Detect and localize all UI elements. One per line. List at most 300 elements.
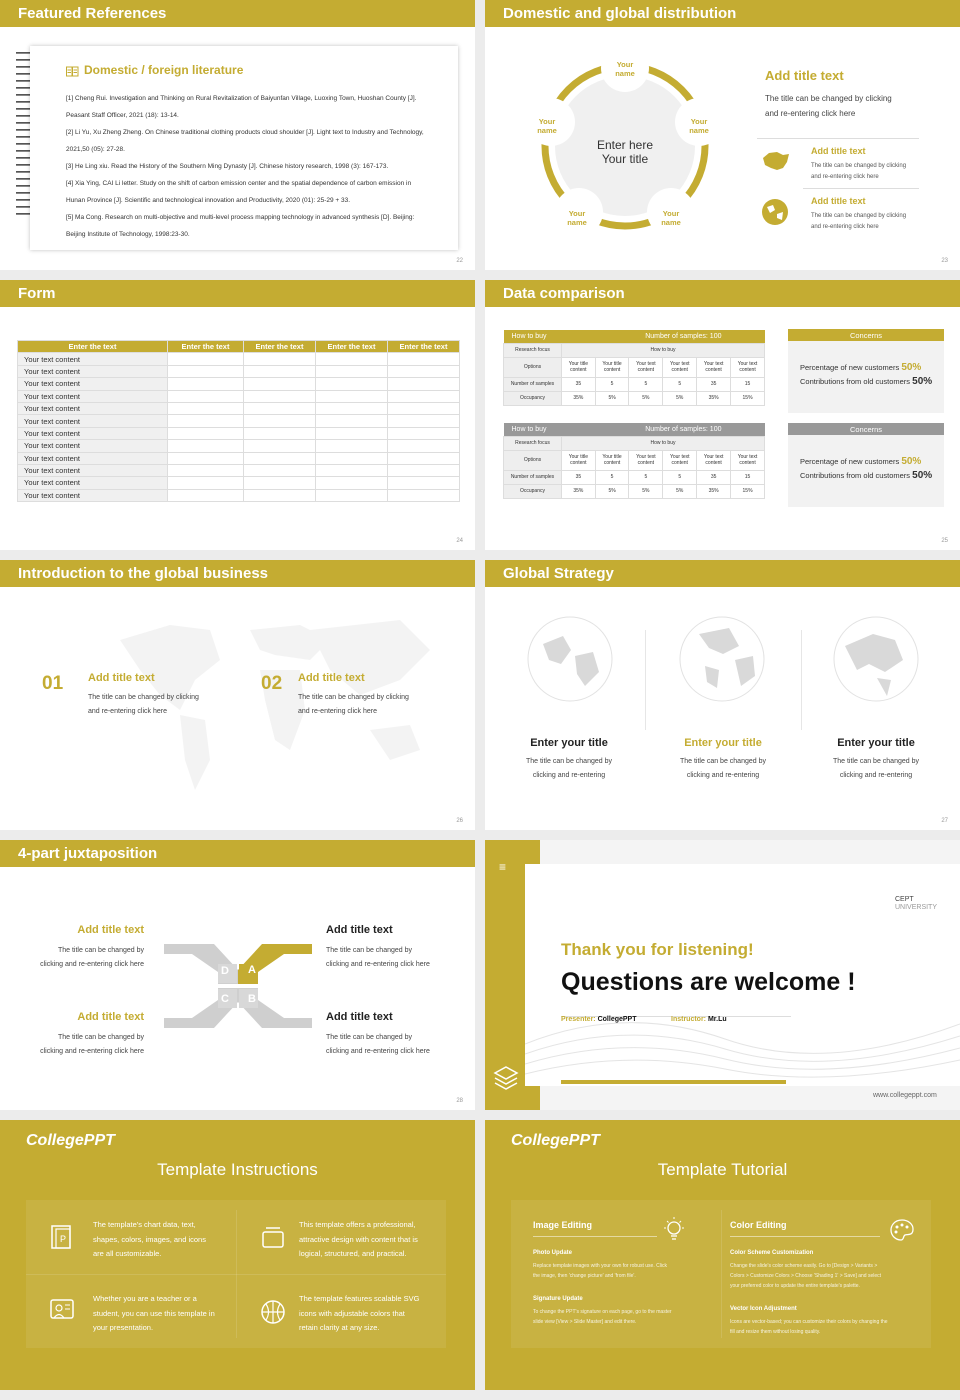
slide-title: Template Instructions — [157, 1160, 318, 1179]
reference-line: [5] Ma Cong. Research on multi-objective and multi-level process mapping technology in advanced synthesis [D]. Beijing: — [66, 214, 415, 221]
row-label: Number of samples — [504, 470, 562, 484]
item-title: Enter your title — [837, 737, 915, 749]
table-cell[interactable] — [244, 440, 316, 452]
row-label-cell[interactable]: Your text content — [18, 464, 168, 476]
body-line: The title can be changed by — [326, 947, 413, 954]
text-line: student, you can use this template in — [93, 1308, 215, 1318]
reference-line: [4] Xia Ying, CAI Li letter. Study on the shift of carbon emission center and the spatial dependence of carbon emission in — [66, 180, 412, 187]
row-label-cell[interactable]: Your text content — [18, 415, 168, 427]
body-line: The title can be changed by clicking — [88, 694, 199, 701]
body-line: clicking and re-entering click here — [326, 961, 430, 968]
table-cell: Your text content — [731, 450, 765, 470]
body-line: The title can be changed by — [57, 947, 144, 954]
item-body — [326, 1031, 466, 1059]
globe-icon — [833, 616, 919, 702]
item-number: 02 — [261, 673, 283, 694]
body-line: The title can be changed by clicking — [298, 694, 409, 701]
table-cell[interactable] — [244, 452, 316, 464]
row-label: Number of samples — [504, 377, 562, 391]
row-label: Options — [504, 450, 562, 470]
section-text — [533, 1261, 667, 1281]
concerns-value: 50% — [901, 456, 922, 467]
table-cell[interactable] — [244, 489, 316, 501]
slide-data-comparison[interactable] — [485, 280, 960, 550]
table-cell: Your title content — [562, 450, 596, 470]
table-cell[interactable] — [388, 365, 460, 377]
concerns-value: 50% — [912, 376, 933, 387]
table-cell[interactable] — [244, 378, 316, 390]
logo-line: UNIVERSITY — [895, 904, 938, 911]
text-line: are all customizable. — [93, 1249, 162, 1258]
slide-template-instructions[interactable] — [0, 1120, 475, 1390]
concerns-label: Percentage of new customers — [800, 363, 900, 372]
text-line: This template offers a professional, — [299, 1220, 416, 1229]
text-line: slide view [View > Slide Master] and edit there. — [533, 1319, 637, 1325]
four-arrow-diagram — [160, 940, 316, 1032]
slide-header: Introduction to the global business — [0, 560, 475, 587]
table-header-row — [18, 341, 460, 353]
table-cell: 5 — [663, 470, 697, 484]
table-cell[interactable] — [388, 464, 460, 476]
concerns-title: Concerns — [788, 423, 944, 435]
refs-title: Domestic / foreign literature — [84, 63, 244, 77]
table-cell[interactable] — [316, 427, 388, 439]
table-cell[interactable] — [316, 378, 388, 390]
section-text — [730, 1317, 888, 1337]
concerns-label: Contributions from old customers — [800, 377, 911, 386]
table-cell[interactable] — [316, 353, 388, 365]
mesh-wave — [525, 984, 960, 1084]
slide-global-strategy[interactable] — [485, 560, 960, 830]
table-cell: 35% — [697, 484, 731, 498]
slide-header: Global Strategy — [485, 560, 960, 587]
divider — [721, 1210, 722, 1338]
slide-distribution[interactable] — [485, 0, 960, 270]
node-name: Your name — [567, 209, 587, 227]
reference-line: Beijing Institute of Technology, 1998:23-30. — [66, 231, 190, 238]
node-name: Your name — [661, 209, 681, 227]
text-line: Replace template images with your own for robust use. Click — [533, 1263, 667, 1269]
table-cell: Your text content — [697, 450, 731, 470]
table-cell: 5 — [629, 377, 663, 391]
concerns-label: Percentage of new customers — [800, 457, 900, 466]
item-body — [811, 211, 906, 233]
table-cell: 5 — [663, 377, 697, 391]
column-header: Enter the text — [168, 341, 244, 353]
slide-4-part[interactable] — [0, 840, 475, 1110]
divider — [533, 1236, 657, 1237]
university-logo — [895, 896, 937, 912]
table-cell: Your title content — [562, 357, 596, 377]
table-cell[interactable] — [388, 452, 460, 464]
table-cell[interactable] — [168, 464, 244, 476]
presenter-line — [561, 1016, 637, 1023]
collegeppt-logo: CollegePPT — [511, 1132, 600, 1149]
globe-icon — [527, 616, 613, 702]
section-sub: Color Scheme Customization — [730, 1250, 814, 1256]
item-title: Add title text — [326, 1011, 393, 1023]
slide-featured-references[interactable] — [0, 0, 475, 270]
row-label-cell[interactable]: Your text content — [18, 477, 168, 489]
text-line: Whether you are a teacher or a — [93, 1294, 197, 1303]
body-line: The title can be changed by — [326, 1034, 413, 1041]
table-cell: Your text content — [629, 450, 663, 470]
quadrant-letter: A — [248, 964, 256, 976]
divider — [801, 630, 802, 730]
book-icon — [66, 64, 79, 82]
section-heading: Color Editing — [730, 1220, 787, 1230]
table-cell[interactable] — [388, 427, 460, 439]
concerns-box — [788, 423, 944, 507]
row-label-cell[interactable]: Your text content — [18, 402, 168, 414]
table-cell[interactable] — [388, 440, 460, 452]
row-label: Options — [504, 357, 562, 377]
table-cell: 35 — [562, 377, 596, 391]
body-line: and re-entering click here — [88, 708, 167, 715]
body-line: The title can be changed by clicking — [811, 213, 907, 219]
table-cell[interactable] — [244, 353, 316, 365]
concerns-title: Concerns — [788, 329, 944, 341]
divider — [645, 630, 646, 730]
table-head-right: Number of samples: 100 — [645, 332, 722, 340]
instructor-line — [671, 1016, 727, 1023]
text-line: Change the slide's color scheme easily. Go to [Design > Variants > — [730, 1263, 878, 1269]
text-line: your presentation. — [93, 1323, 154, 1332]
body-line: The title can be changed by — [525, 758, 612, 765]
item-number: 01 — [42, 673, 64, 694]
body-line: clicking and re-entering click here — [40, 1048, 144, 1055]
quadrant-letter: C — [221, 993, 229, 1005]
column-header: Enter the text — [18, 341, 168, 353]
table-cell[interactable] — [388, 415, 460, 427]
text-line: To change the PPT's signature on each page, go to the master — [533, 1309, 672, 1315]
table-cell: 5 — [595, 470, 629, 484]
reference-line: Hunan Province [J]. Scientific and technological innovation and Productivity, 2020 (01): 25-29 + 33. — [66, 197, 351, 204]
table-cell[interactable] — [388, 477, 460, 489]
item-title: Add title text — [88, 672, 155, 684]
text-line: Colors > Customize Colors > Choose 'Shading 1' > Save] and select — [730, 1273, 882, 1279]
concerns-value: 50% — [912, 470, 933, 481]
item-title: Add title text — [77, 924, 144, 936]
table-row — [18, 415, 460, 427]
table-cell: 15 — [731, 470, 765, 484]
table-cell: Your title content — [595, 450, 629, 470]
table-row — [18, 464, 460, 476]
table-cell[interactable] — [244, 402, 316, 414]
item-body — [298, 691, 409, 719]
page-number: 23 — [941, 258, 948, 264]
quadrant-letter: B — [248, 993, 256, 1005]
section-text — [533, 1307, 672, 1327]
table-head-right: Number of samples: 100 — [645, 425, 722, 433]
table-cell: 35 — [697, 377, 731, 391]
row-label-cell[interactable]: Your text content — [18, 489, 168, 501]
concerns-box — [788, 329, 944, 413]
slide-header: Form — [0, 280, 475, 307]
table-cell: 5% — [663, 484, 697, 498]
table-row — [18, 378, 460, 390]
text-line: attractive design with content that is — [299, 1234, 418, 1244]
table-cell: 35% — [562, 391, 596, 405]
table-cell[interactable] — [244, 427, 316, 439]
concerns-body — [788, 341, 944, 389]
body-line: clicking and re-entering click here — [326, 1048, 430, 1055]
instruction-text — [299, 1292, 439, 1336]
table-cell: Your text content — [731, 357, 765, 377]
instructor-name: Mr.Lu — [707, 1016, 727, 1023]
text-line: logical, structured, and practical. — [299, 1249, 407, 1258]
item-body — [505, 755, 633, 783]
accent-bar — [561, 1080, 786, 1084]
table-row — [18, 365, 460, 377]
page-number: 27 — [941, 818, 948, 824]
section-heading: Image Editing — [533, 1220, 593, 1230]
presenter-icon — [48, 1296, 76, 1324]
palette-icon — [889, 1218, 915, 1242]
slide-thanks[interactable] — [485, 840, 960, 1110]
text-line: fill and resize them without losing quality. — [730, 1329, 821, 1335]
slide-template-tutorial[interactable] — [485, 1120, 960, 1390]
text-line: retain clarity at any size. — [299, 1323, 380, 1332]
table-row — [18, 390, 460, 402]
column-header: Enter the text — [388, 341, 460, 353]
table-cell[interactable] — [316, 390, 388, 402]
row-label-cell[interactable]: Your text content — [18, 390, 168, 402]
text-line: the image, then 'change picture' and 'from file'. — [533, 1273, 636, 1279]
table-cell[interactable] — [388, 402, 460, 414]
table-cell[interactable] — [388, 378, 460, 390]
instruction-text — [93, 1218, 233, 1262]
table-cell[interactable] — [168, 415, 244, 427]
text-line: The template features scalable SVG — [299, 1294, 420, 1303]
table-cell[interactable] — [244, 477, 316, 489]
body-line: and re-entering click here — [811, 224, 879, 230]
table-cell[interactable] — [244, 390, 316, 402]
body-line: clicking and re-entering click here — [40, 961, 144, 968]
table-cell: 15% — [731, 391, 765, 405]
item-body — [14, 944, 144, 972]
row-label-cell[interactable]: Your text content — [18, 365, 168, 377]
table-cell[interactable] — [316, 440, 388, 452]
reference-line: [1] Cheng Rui. Investigation and Thinking on Rural Revitalization of Baiyunfan Village, Luoxing Town, Huoshan County [J]. — [66, 95, 417, 102]
page-number: 26 — [456, 818, 463, 824]
table-row — [18, 489, 460, 501]
quadrant-letter: D — [221, 965, 229, 977]
section-sub: Signature Update — [533, 1296, 583, 1302]
divider — [730, 1236, 880, 1237]
page-number: 22 — [456, 258, 463, 264]
section-sub: Vector Icon Adjustment — [730, 1306, 797, 1312]
center-line: Enter here — [596, 138, 654, 152]
row-label-cell[interactable]: Your text content — [18, 378, 168, 390]
table-cell: 35% — [697, 391, 731, 405]
instruction-text — [93, 1292, 233, 1336]
slide-title: Template Tutorial — [657, 1160, 788, 1179]
table-cell[interactable] — [168, 440, 244, 452]
table-cell[interactable] — [244, 365, 316, 377]
table-row — [18, 440, 460, 452]
row-value: How to buy — [562, 436, 765, 450]
item-body — [659, 755, 787, 783]
table-cell[interactable] — [168, 477, 244, 489]
globe-icon — [761, 198, 789, 231]
text-line: shapes, colors, images, and icons — [93, 1234, 206, 1244]
table-cell[interactable] — [316, 477, 388, 489]
body-line: The title can be changed by — [832, 758, 919, 765]
reference-line: Peasant Staff Officer, 2021 (18): 13-14. — [66, 112, 179, 119]
section-sub: Photo Update — [533, 1250, 572, 1256]
node-name: Your name — [689, 117, 709, 135]
table-row — [18, 452, 460, 464]
logo-line: CEPT — [895, 896, 914, 903]
slide-header: Featured References — [0, 0, 475, 27]
row-label-cell[interactable]: Your text content — [18, 353, 168, 365]
body-line: clicking and re-entering — [839, 772, 913, 779]
table-cell[interactable] — [168, 390, 244, 402]
layers-icon — [493, 1064, 519, 1090]
text-line: your preferred color to update the entire template's palette. — [730, 1283, 860, 1289]
table-cell: Your text content — [663, 357, 697, 377]
table-cell: 5% — [663, 391, 697, 405]
table-cell: 15 — [731, 377, 765, 391]
table-cell: 35 — [562, 470, 596, 484]
svg-text:P: P — [60, 1234, 67, 1244]
item-title: Enter your title — [684, 737, 762, 749]
main-title: Add title text — [765, 68, 844, 83]
reference-line: [2] Li Yu, Xu Zheng Zheng. On Chinese traditional clothing products cloud shoulder [J]. Light text to Industry and Technology, — [66, 129, 424, 136]
table-cell[interactable] — [168, 378, 244, 390]
row-label-cell[interactable]: Your text content — [18, 452, 168, 464]
item-body — [326, 944, 466, 972]
main-body — [765, 91, 892, 121]
table-cell: 35% — [562, 484, 596, 498]
table-cell: Your text content — [697, 357, 731, 377]
table-cell[interactable] — [388, 353, 460, 365]
row-value: How to buy — [562, 343, 765, 357]
item-title: Add title text — [77, 1011, 144, 1023]
node-name: Your name — [615, 60, 635, 78]
table-cell[interactable] — [388, 489, 460, 501]
center-title — [585, 138, 665, 166]
item-title: Add title text — [326, 924, 393, 936]
body-line: and re-entering click here — [765, 109, 856, 118]
row-label-cell[interactable]: Your text content — [18, 440, 168, 452]
presenter-name: CollegePPT — [597, 1016, 637, 1023]
form-table — [17, 340, 460, 502]
table-cell[interactable] — [168, 427, 244, 439]
table-cell: Your title content — [595, 357, 629, 377]
row-label: Occupancy — [504, 484, 562, 498]
item-body — [811, 161, 906, 183]
table-cell[interactable] — [168, 402, 244, 414]
row-label: Research focus — [504, 436, 562, 450]
divider — [26, 1274, 446, 1275]
instruction-text — [299, 1218, 439, 1262]
table-cell[interactable] — [244, 464, 316, 476]
item-title: Add title text — [811, 196, 866, 206]
concerns-label: Contributions from old customers — [800, 471, 911, 480]
page-number: 24 — [456, 538, 463, 544]
slide-header: Domestic and global distribution — [485, 0, 960, 27]
column-header: Enter the text — [244, 341, 316, 353]
row-label-cell[interactable]: Your text content — [18, 427, 168, 439]
table-cell[interactable] — [316, 452, 388, 464]
table-cell[interactable] — [168, 353, 244, 365]
table-cell: 35 — [697, 470, 731, 484]
globe-icon — [679, 616, 765, 702]
center-line: Your title — [601, 152, 649, 166]
table-head-left: How to buy — [511, 332, 547, 340]
table-cell: 5 — [629, 470, 663, 484]
table-cell[interactable] — [168, 452, 244, 464]
table-cell[interactable] — [316, 365, 388, 377]
table-cell: 15% — [731, 484, 765, 498]
page-number: 28 — [456, 1098, 463, 1104]
slide-header: 4-part juxtaposition — [0, 840, 475, 867]
china-map-icon — [759, 148, 791, 181]
table-cell: 5% — [595, 391, 629, 405]
body-line: The title can be changed by clicking — [811, 163, 907, 169]
item-body — [88, 691, 199, 719]
body-line: and re-entering click here — [811, 174, 879, 180]
table-cell[interactable] — [168, 365, 244, 377]
table-row — [18, 353, 460, 365]
row-label: Research focus — [504, 343, 562, 357]
item-title: Add title text — [811, 146, 866, 156]
body-line: The title can be changed by — [57, 1034, 144, 1041]
body-line: The title can be changed by clicking — [765, 94, 892, 103]
text-line: The template's chart data, text, — [93, 1220, 196, 1229]
body-line: clicking and re-entering — [532, 772, 606, 779]
thanks-text: Thank you for listening! — [561, 940, 754, 959]
item-title: Add title text — [298, 672, 365, 684]
text-line: Icons are vector-based; you can customize their colors by changing the — [730, 1319, 888, 1325]
table-row — [18, 402, 460, 414]
menu-icon[interactable]: ≡ — [499, 860, 507, 874]
table-cell[interactable] — [316, 489, 388, 501]
body-line: and re-entering click here — [298, 708, 377, 715]
table-row — [18, 477, 460, 489]
concerns-body — [788, 435, 944, 483]
table-cell[interactable] — [244, 415, 316, 427]
collegeppt-logo: CollegePPT — [26, 1132, 115, 1149]
table-cell[interactable] — [316, 464, 388, 476]
table-head-left: How to buy — [511, 425, 547, 433]
table-cell: 5 — [595, 377, 629, 391]
document-icon — [48, 1223, 76, 1251]
table-cell[interactable] — [316, 415, 388, 427]
item-body — [14, 1031, 144, 1059]
table-cell: Your text content — [663, 450, 697, 470]
presenter-label: Presenter: — [561, 1016, 596, 1023]
text-line: icons with adjustable colors that — [299, 1308, 405, 1318]
window-icon — [259, 1223, 287, 1251]
table-cell: 5% — [629, 484, 663, 498]
reference-line: [3] He Ling xiu. Read the History of the Southern Ming Dynasty [J]. Chinese history research, 1998 (3): 167-173. — [66, 163, 389, 170]
table-cell[interactable] — [316, 402, 388, 414]
slide-global-business[interactable] — [0, 560, 475, 830]
page-number: 25 — [941, 538, 948, 544]
table-cell[interactable] — [388, 390, 460, 402]
comparison-table — [503, 330, 765, 406]
website-url[interactable]: www.collegeppt.com — [873, 1092, 937, 1099]
body-line: The title can be changed by — [679, 758, 766, 765]
slide-header: Data comparison — [485, 280, 960, 307]
table-cell[interactable] — [168, 489, 244, 501]
row-label: Occupancy — [504, 391, 562, 405]
table-cell: Your text content — [629, 357, 663, 377]
section-text — [730, 1261, 881, 1291]
